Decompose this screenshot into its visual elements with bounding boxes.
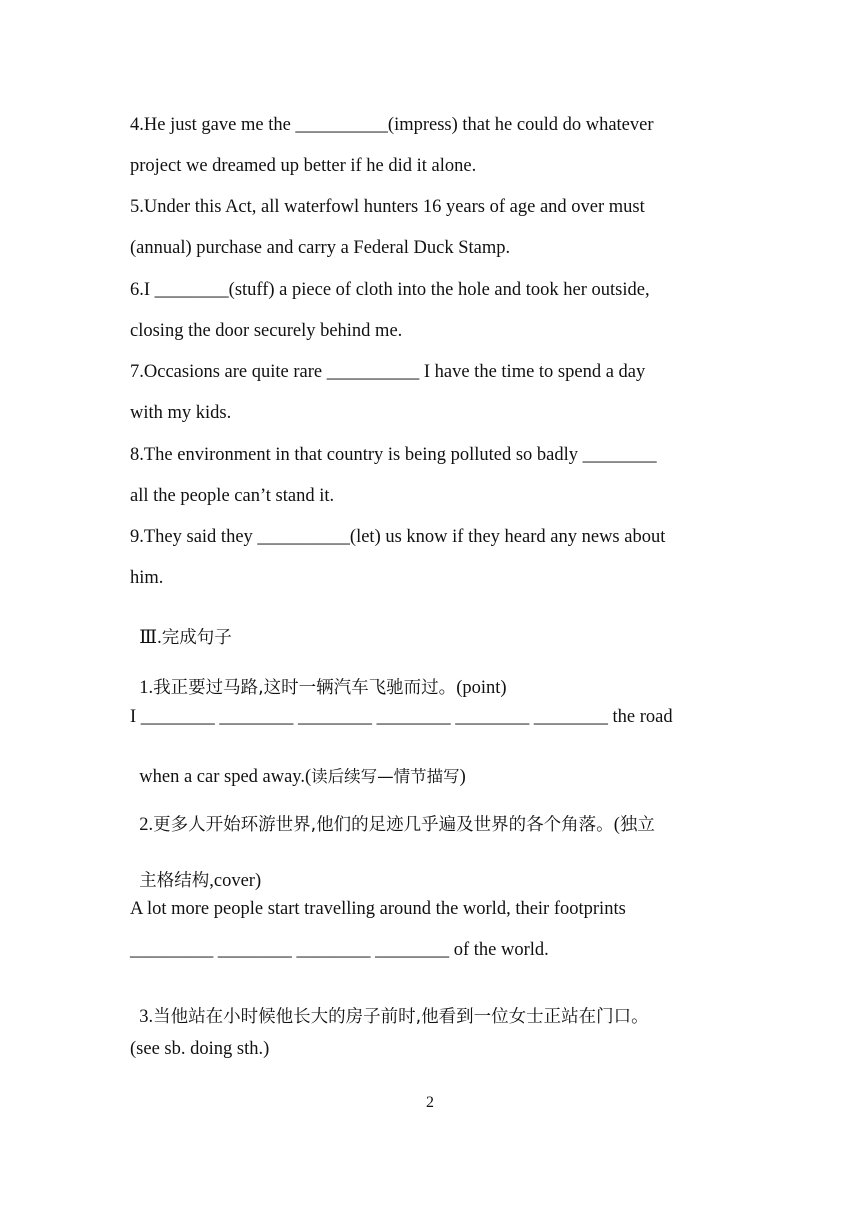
- item-7-line-1: 7.Occasions are quite rare __________ I have the time to spend a day: [130, 362, 646, 382]
- q1-hint: (point): [456, 677, 507, 698]
- section-3-heading-prefix: Ⅲ.: [139, 627, 162, 648]
- q2-structure-note: 主格结构: [139, 870, 210, 891]
- item-4-line-2: project we dreamed up better if he did it alone.: [130, 156, 477, 176]
- q2-hint: ,cover): [209, 870, 262, 891]
- section-3-heading: [130, 610, 232, 647]
- q3-chinese: 当他站在小时候他长大的房子前时,他看到一位女士正站在门口。: [153, 1006, 649, 1027]
- q1-number: 1.: [139, 677, 154, 698]
- q3-number: 3.: [139, 1006, 154, 1027]
- q1-prompt: [130, 660, 507, 697]
- q2-paren-open: (: [613, 814, 620, 835]
- section-3-heading-text: 完成句子: [161, 627, 232, 648]
- item-4-line-1: 4.He just gave me the __________(impress) that he could do whatever: [130, 115, 654, 135]
- q1-cont-text: when a car sped away.(: [139, 766, 312, 787]
- q1-cont-close: ): [459, 766, 466, 787]
- item-6-line-1: 6.I ________(stuff) a piece of cloth into the hole and took her outside,: [130, 280, 650, 300]
- page-number: 2: [426, 1094, 434, 1111]
- q2-chinese: 更多人开始环游世界,他们的足迹几乎遍及世界的各个角落。: [153, 814, 614, 835]
- q2-number: 2.: [139, 814, 154, 835]
- item-5-line-1: 5.Under this Act, all waterfowl hunters 16 years of age and over must: [130, 197, 645, 217]
- q1-cont-note: 读后续写—情节描写: [311, 766, 460, 786]
- item-5-line-2: (annual) purchase and carry a Federal Duck Stamp.: [130, 238, 511, 258]
- q1-answer-line: I ________ ________ ________ ________ ________ ________ the road: [130, 707, 673, 727]
- item-6-line-2: closing the door securely behind me.: [130, 321, 403, 341]
- q2-prompt-line-2: [130, 853, 261, 890]
- q2-chinese-tail: 独立: [619, 814, 655, 835]
- q3-hint: (see sb. doing sth.): [130, 1039, 270, 1059]
- q1-continuation: [130, 749, 466, 786]
- q2-answer-line-2: _________ ________ ________ ________ of the world.: [130, 940, 549, 960]
- q3-prompt: [130, 989, 649, 1026]
- q2-prompt-line-1: [130, 797, 655, 834]
- item-7-line-2: with my kids.: [130, 403, 232, 423]
- q2-answer-line-1: A lot more people start travelling around the world, their footprints: [130, 899, 626, 919]
- item-9-line-1: 9.They said they __________(let) us know if they heard any news about: [130, 527, 666, 547]
- item-8-line-1: 8.The environment in that country is being polluted so badly ________: [130, 445, 657, 465]
- item-8-line-2: all the people can’t stand it.: [130, 486, 335, 506]
- q1-chinese: 我正要过马路,这时一辆汽车飞驰而过。: [153, 677, 457, 698]
- item-9-line-2: him.: [130, 568, 164, 588]
